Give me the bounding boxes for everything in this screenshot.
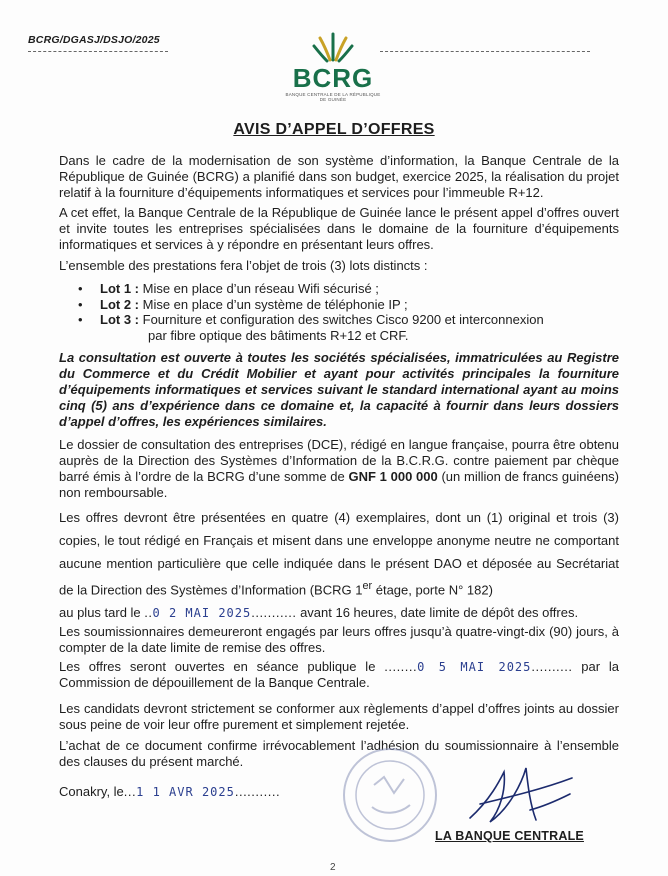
list-item [78, 281, 618, 297]
lot-text: Fourniture et configuration des switches Cisco 9200 et interconnexion [142, 312, 544, 327]
paragraph-lots-intro: L’ensemble des prestations fera l’objet de trois (3) lots distincts : [59, 258, 428, 273]
bullet-icon: • [78, 281, 83, 296]
dce-text-end: (un million de francs guinéens) non remboursable. [59, 469, 619, 500]
paragraph-context: Dans le cadre de la modernisation de son système d’information, la Banque Centrale de la République de Guinée (BCRG) a planifié dans son budget, exercice 2025, la réalisation du projet relatif à la fourniture d’équipements informatiques et services pour l’immeuble R+12. [59, 153, 619, 200]
logo-subtitle: BANQUE CENTRALE DE LA RÉPUBLIQUE DE GUINÉE [285, 92, 381, 102]
superscript: er [362, 580, 373, 592]
dce-amount: GNF 1 000 000 [348, 469, 438, 484]
bcrg-logo [283, 30, 383, 110]
opening-date-stamp: 0 5 MAI 2025 [417, 660, 532, 674]
signing-date-stamp: 1 1 AVR 2025 [136, 785, 235, 799]
deadline-date-stamp: 0 2 MAI 2025 [152, 606, 252, 621]
page-number: 2 [330, 862, 336, 873]
document-reference: BCRG/DGASJ/DSJO/2025 [28, 34, 160, 46]
signatory: LA BANQUE CENTRALE [435, 829, 584, 843]
submission-text: Les offres devront être présentées en quatre (4) exemplaires, dont un (1) original et trois (3) copies, le tout rédigé en Français et misent dans une enveloppe anonyme neutre ne comportant aucune mention particulière que celle indiquée dans le présent DAO et déposée au Secrétariat de la Direction des Systèmes d’Information (BCRG 1 [59, 510, 619, 598]
paragraph-acceptance: L’achat de ce document confirme irrévocablement l’adhésion du soumissionnaire à l’ensemble des clauses du présent marché. [59, 738, 619, 769]
paragraph-eligibility: La consultation est ouverte à toutes les sociétés spécialisées, immatriculées au Registre du Commerce et du Crédit Mobilier et ayant pour activités principales la fourniture d’équipements informatiques et services suivant le standard international ayant au moins cinq (5) ans d’expérience dans ce domaine et, la capacité à fournir dans leurs dossiers d’appel d’offres, les expériences similaires. [59, 350, 619, 429]
opening-text: Les offres seront ouvertes en séance publique le [59, 659, 385, 674]
opening-text-end: par la Commission de dépouillement de la Banque Centrale. [59, 659, 620, 690]
dce-text: Le dossier de consultation des entreprises (DCE), rédigé en langue française, pourra être obtenu auprès de la Direction des Systèmes d’Information de la B.C.R.G. contre paiement par chèque barré émis à l’ordre de la BCRG d’une somme de [59, 437, 619, 484]
logo-wordmark: BCRG [292, 63, 374, 93]
lot-text: Mise en place d’un réseau Wifi sécurisé ; [142, 281, 379, 296]
lot-label: Lot 3 : [100, 312, 139, 327]
submission-deadline-text: avant 16 heures, date limite de dépôt des offres. [296, 605, 579, 621]
fill-dots: .......... [531, 659, 573, 674]
fill-dots: .. [144, 605, 153, 621]
paragraph-opening [59, 659, 619, 691]
paragraph-rules: Les candidats devront strictement se conformer aux règlements d’appel d’offres joints au dossier sous peine de voir leur offre purement et simplement rejetée. [59, 701, 619, 732]
lot-text: Mise en place d’un système de téléphonie IP ; [142, 296, 408, 312]
bullet-icon: • [78, 312, 83, 327]
bullet-icon: • [78, 296, 83, 312]
place-text: Conakry, le [59, 784, 124, 799]
official-seal-icon [322, 735, 452, 845]
list-item [78, 297, 618, 313]
lot-text-continued: par fibre optique des bâtiments R+12 et CRF. [148, 327, 409, 343]
handwritten-signature-icon [460, 760, 580, 830]
lot-label: Lot 1 : [100, 281, 139, 296]
page-title: AVIS D’APPEL D’OFFRES [233, 121, 435, 138]
fill-dots: ........ [384, 659, 418, 674]
list-item [78, 312, 618, 328]
reference-divider-right [380, 51, 590, 52]
fill-dots: ........... [251, 605, 297, 621]
submission-deadline-label: au plus tard le [59, 605, 145, 621]
lot-label: Lot 2 : [100, 296, 139, 312]
lots-list [78, 281, 618, 343]
paragraph-commitment: Les soumissionnaires demeureront engagés par leurs offres jusqu’à quatre-vingt-dix (90) jours, à compter de la date limite de remise des offres. [59, 624, 619, 655]
reference-divider [28, 51, 168, 52]
submission-text-2: étage, porte N° 182) [372, 582, 493, 598]
paragraph-invitation: A cet effet, la Banque Centrale de la République de Guinée lance le présent appel d’offres ouvert et invite toutes les entreprises spécialisées dans le domaine de la fourniture d’équipements informatiques et services à y répondre en présentant leurs offres. [59, 205, 619, 252]
paragraph-submission [59, 506, 619, 625]
fill-dots: ... [123, 784, 137, 799]
paragraph-dce [59, 437, 619, 501]
bcrg-emblem-icon [312, 30, 354, 64]
fill-dots: ........... [234, 784, 281, 799]
